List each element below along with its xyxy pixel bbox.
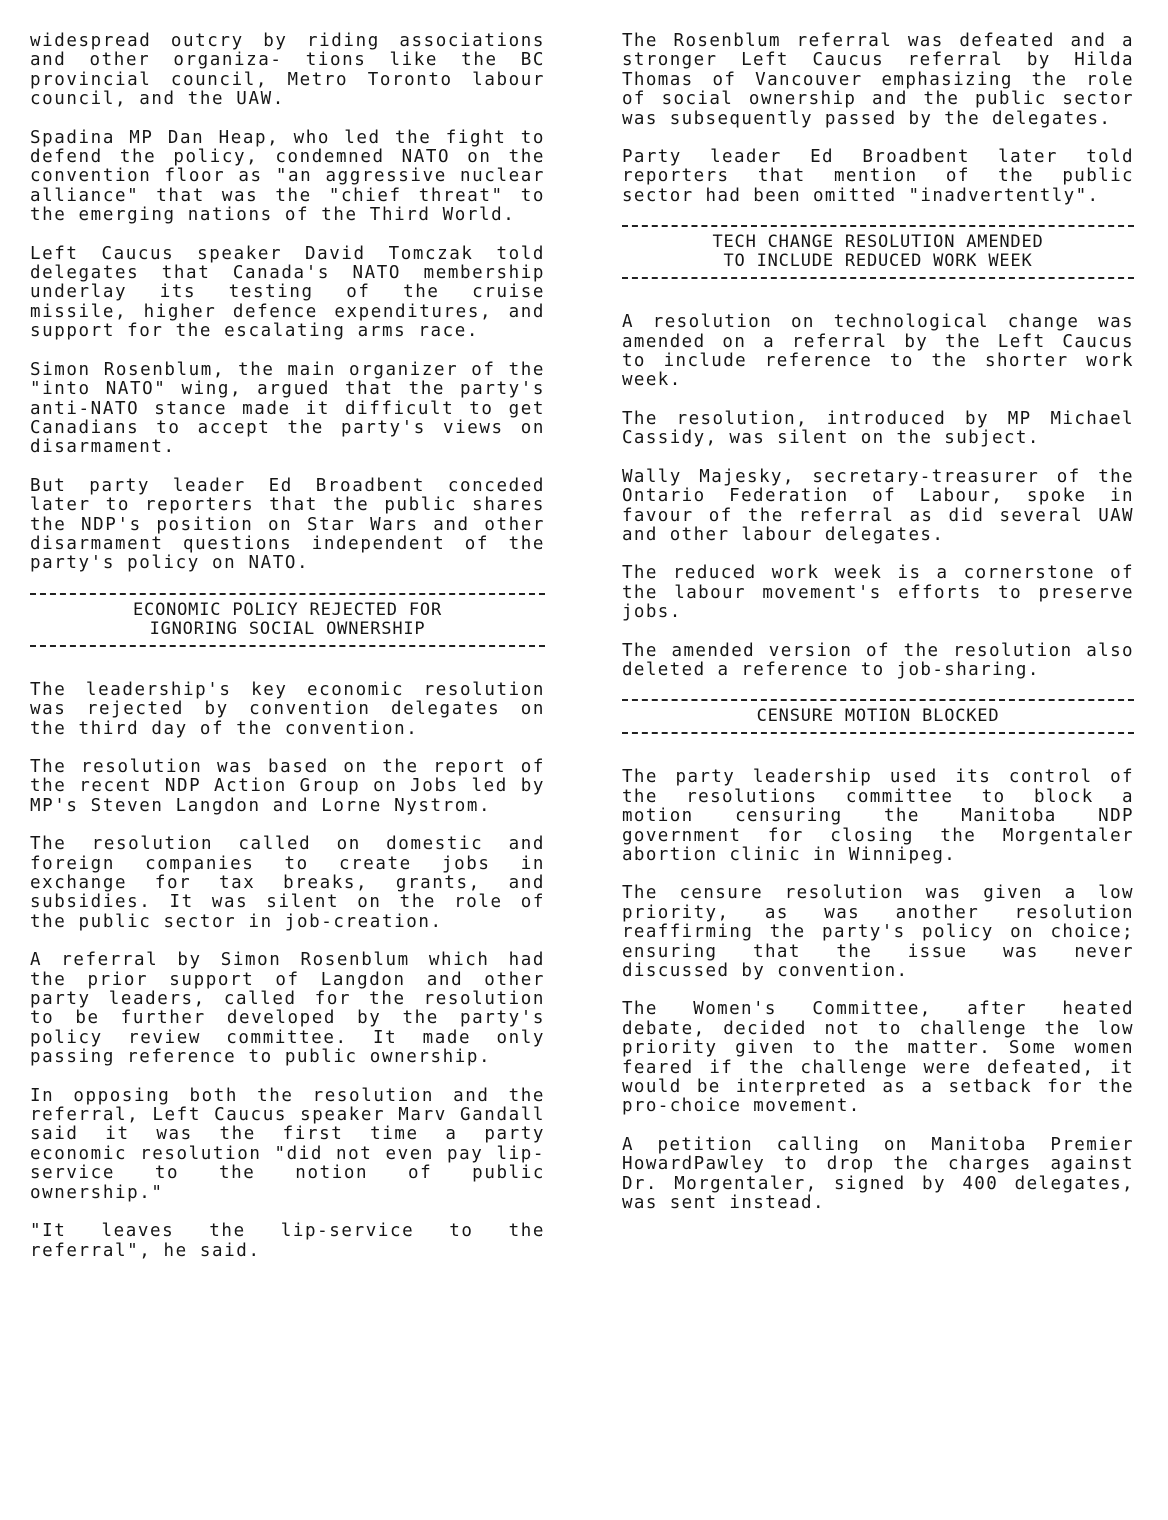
paragraph-rosenblum-referral: A referral by Simon Rosenblum which had the prior support of Langdon and other party leaders, called for the resolution to be further developed by the party's policy review committee. It made only passing reference to public ownership. — [30, 950, 545, 1068]
section-heading-tech-change — [622, 225, 1134, 279]
paragraph-resolution-called: The resolution called on domestic and foreign companies to create jobs in exchange for tax breaks, grants, and subsidies. It was silent on the role of the public sector in job-creation. — [30, 834, 545, 932]
heading-tech-change: TECH CHANGE RESOLUTION AMENDED TO INCLUDE REDUCED WORK WEEK — [712, 232, 1044, 272]
paragraph-leadership-resolution: The leadership's key economic resolution was rejected by convention delegates on the third day of the convention. — [30, 679, 545, 739]
left-column — [30, 32, 545, 1280]
section-heading-economic-policy — [30, 593, 545, 647]
paragraph-gandall: In opposing both the resolution and the referral, Left Caucus speaker Marv Gandall said it was the first time a party economic resolution "did not even pay lip- service to the notion of public ownership." — [30, 1085, 545, 1203]
paragraph-quote: "It leaves the lip-service to the referral", he said. — [30, 1221, 545, 1261]
paragraph-dan-heap: Spadina MP Dan Heap, who led the fight to defend the policy, condemned NATO on the convention floor as "an aggressive nuclear alliance" that was the "chief threat" to the emerging nations of the Third World. — [30, 127, 545, 226]
paragraph-reduced-work-week: The reduced work week is a cornerstone of the labour movement's efforts to preserve jobs. — [622, 563, 1134, 623]
paragraph-womens-committee: The Women's Committee, after heated debate, decided not to challenge the low priority given to the matter. Some women feared if the challenge were defeated, it would be interpreted as a setback for the pro-choice movement. — [622, 999, 1134, 1117]
paragraph-tech-resolution: A resolution on technological change was amended on a referral by the Left Caucus to include reference to the shorter work week. — [622, 312, 1134, 391]
paragraph-job-sharing: The amended version of the resolution also deleted a reference to job-sharing. — [622, 640, 1134, 680]
paragraph-inadvertently: Party leader Ed Broadbent later told reporters that mention of the public sector had been omitted "inadvertently". — [622, 147, 1134, 206]
paragraph-censure-priority: The censure resolution was given a low priority, as was another resolution reaffirming the party's policy on choice; ensuring that the issue was never discussed by convention. — [622, 883, 1134, 981]
paragraph-rosenblum-defeated: The Rosenblum referral was defeated and a stronger Left Caucus referral by Hilda Thomas of Vancouver emphasizing the role of social ownership and the public sector was subsequently passed by the delegates. — [622, 31, 1134, 129]
dashed-rule — [30, 645, 545, 647]
paragraph-rosenblum: Simon Rosenblum, the main organizer of the "into NATO" wing, argued that the party's anti-NATO stance made it difficult to get Canadians to accept the party's views on disarmament. — [30, 359, 545, 458]
dashed-rule — [622, 277, 1134, 279]
paragraph-tomczak: Left Caucus speaker David Tomczak told delegates that Canada's NATO membership underlay its testing of the cruise missile, higher defence expenditures, and support for the escalating arms race. — [30, 243, 545, 342]
paragraph-broadbent-nato: But party leader Ed Broadbent conceded later to reporters that the public shares the NDP's position on Star Wars and other disarmament questions independent of the party's policy on NATO. — [30, 475, 545, 574]
heading-economic-policy: ECONOMIC POLICY REJECTED FOR IGNORING SOCIAL OWNERSHIP — [133, 599, 442, 639]
paragraph-cassidy: The resolution, introduced by MP Michael Cassidy, was silent on the subject. — [622, 408, 1134, 449]
right-column — [622, 32, 1134, 1232]
paragraph-outcry: widespread outcry by riding associations and other organiza- tions like the BC provincial council, Metro Toronto labour council, and the UAW. — [30, 31, 545, 110]
paragraph-party-leadership: The party leadership used its control of the resolutions committee to block a motion censuring the Manitoba NDP government for closing the Morgentaler abortion clinic in Winnipeg. — [622, 767, 1134, 865]
paragraph-action-group: The resolution was based on the report of the recent NDP Action Group on Jobs led by MP's Steven Langdon and Lorne Nystrom. — [30, 756, 545, 816]
dashed-rule — [622, 732, 1134, 734]
paragraph-majesky: Wally Majesky, secretary-treasurer of the Ontario Federation of Labour, spoke in favour of the referral as did several UAW and other labour delegates. — [622, 466, 1134, 545]
heading-censure: CENSURE MOTION BLOCKED — [756, 706, 1000, 727]
paragraph-petition: A petition calling on Manitoba Premier HowardPawley to drop the charges against Dr. Morgentaler, signed by 400 delegates, was sent instead. — [622, 1134, 1134, 1214]
section-heading-censure — [622, 699, 1134, 734]
